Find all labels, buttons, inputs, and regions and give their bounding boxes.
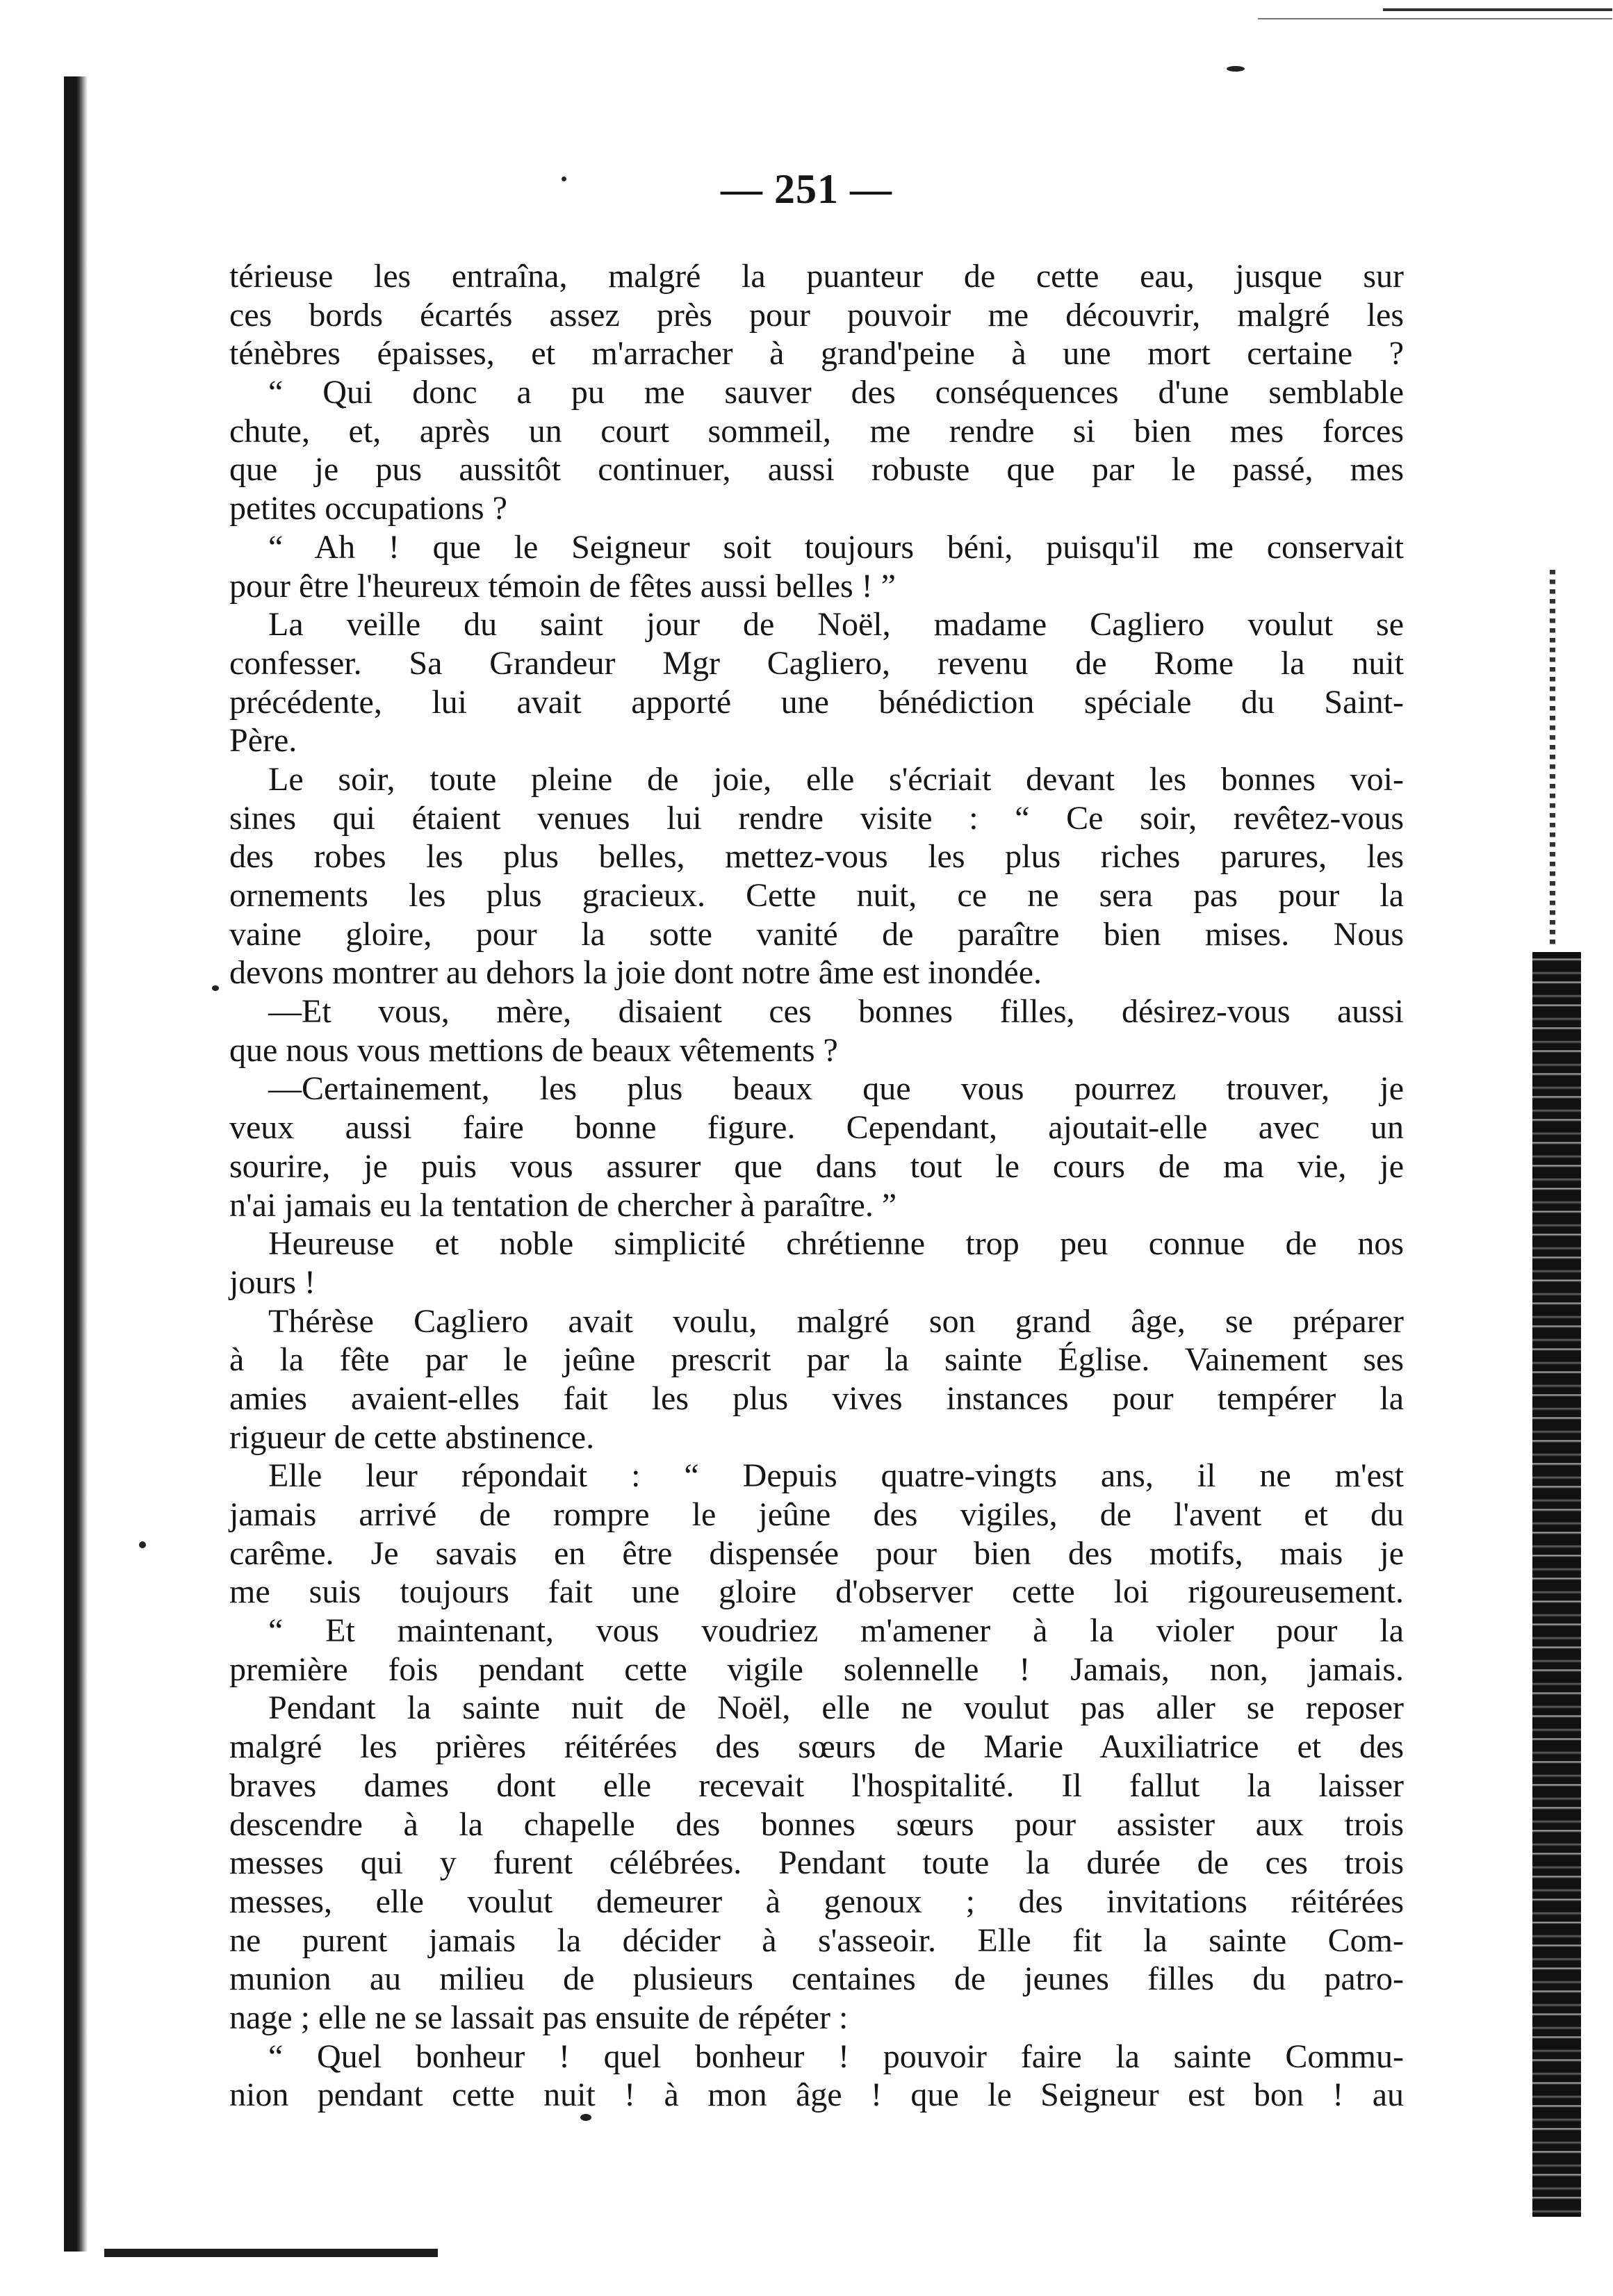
text-line: jours ! bbox=[229, 1263, 316, 1301]
text-line: “ Et maintenant, vous voudriez m'amener à la violer pour la bbox=[268, 1612, 1404, 1650]
text-line: térieuse les entraîna, malgré la puanteur de cette eau, jusque sur bbox=[229, 258, 1404, 295]
scan-top-rule bbox=[1383, 8, 1612, 11]
text-line: ces bords écartés assez près pour pouvoir me découvrir, malgré les bbox=[229, 296, 1404, 334]
text-line: jamais arrivé de rompre le jeûne des vigiles, de l'avent et du bbox=[229, 1496, 1404, 1533]
text-line: braves dames dont elle recevait l'hospitalité. Il fallut la laisser bbox=[229, 1766, 1404, 1804]
text-line: première fois pendant cette vigile solennelle ! Jamais, non, jamais. bbox=[229, 1650, 1404, 1688]
text-line: veux aussi faire bonne figure. Cependant, ajoutait-elle avec un bbox=[229, 1109, 1404, 1147]
text-line: messes, elle voulut demeurer à genoux ; des invitations réitérées bbox=[229, 1883, 1404, 1920]
text-line: descendre à la chapelle des bonnes sœurs pour assister aux trois bbox=[229, 1805, 1404, 1843]
scan-speck bbox=[212, 985, 219, 991]
body-text bbox=[229, 257, 1404, 2115]
text-line: Elle leur répondait : “ Depuis quatre-vingts ans, il ne m'est bbox=[268, 1457, 1404, 1495]
text-line: Père. bbox=[229, 722, 297, 760]
text-line: carême. Je savais en être dispensée pour bien des motifs, mais je bbox=[229, 1534, 1404, 1572]
text-line: rigueur de cette abstinence. bbox=[229, 1418, 595, 1456]
text-line: Le soir, toute pleine de joie, elle s'écriait devant les bonnes voi- bbox=[268, 760, 1404, 798]
text-line: “ Ah ! que le Seigneur soit toujours béni, puisqu'il me conservait bbox=[268, 528, 1404, 566]
text-line: me suis toujours fait une gloire d'observer cette loi rigoureusement. bbox=[229, 1573, 1404, 1611]
text-line: que nous vous mettions de beaux vêtements ? bbox=[229, 1031, 838, 1069]
text-line: confesser. Sa Grandeur Mgr Cagliero, revenu de Rome la nuit bbox=[229, 644, 1404, 682]
text-line: amies avaient-elles fait les plus vives instances pour tempérer la bbox=[229, 1379, 1404, 1417]
scan-speck bbox=[139, 1541, 146, 1548]
text-line: devons montrer au dehors la joie dont notre âme est inondée. bbox=[229, 954, 1042, 992]
text-line: précédente, lui avait apporté une bénédiction spéciale du Saint- bbox=[229, 683, 1404, 721]
text-line: à la fête par le jeûne prescrit par la sainte Église. Vainement ses bbox=[229, 1341, 1404, 1379]
text-line: nion pendant cette nuit ! à mon âge ! que le Seigneur est bon ! au bbox=[229, 2076, 1404, 2114]
text-line: des robes les plus belles, mettez-vous les plus riches parures, les bbox=[229, 838, 1404, 876]
text-line: ne purent jamais la décider à s'asseoir. Elle fit la sainte Com- bbox=[229, 1921, 1404, 1959]
text-line: —Et vous, mère, disaient ces bonnes filles, désirez-vous aussi bbox=[268, 993, 1404, 1031]
text-line: La veille du saint jour de Noël, madame Cagliero voulut se bbox=[268, 606, 1404, 643]
text-line: ornements les plus gracieux. Cette nuit, ce ne sera pas pour la bbox=[229, 877, 1404, 914]
text-line: “ Qui donc a pu me sauver des conséquences d'une semblable bbox=[268, 374, 1404, 411]
text-line: malgré les prières réitérées des sœurs de Marie Auxiliatrice et des bbox=[229, 1728, 1404, 1766]
text-line: “ Quel bonheur ! quel bonheur ! pouvoir faire la sainte Commu- bbox=[268, 2037, 1404, 2075]
scan-speck bbox=[580, 2114, 591, 2121]
text-line: messes qui y furent célébrées. Pendant toute la durée de ces trois bbox=[229, 1844, 1404, 1882]
text-line: petites occupations ? bbox=[229, 490, 507, 527]
text-line: chute, et, après un court sommeil, me rendre si bien mes forces bbox=[229, 412, 1404, 450]
page-number: — 251 — bbox=[721, 166, 892, 212]
scan-right-edge-upper bbox=[1550, 570, 1555, 945]
text-line: Thérèse Cagliero avait voulu, malgré son grand âge, se préparer bbox=[268, 1302, 1404, 1340]
scan-left-edge bbox=[64, 76, 113, 2252]
text-line: sines qui étaient venues lui rendre visite : “ Ce soir, revêtez-vous bbox=[229, 799, 1404, 837]
text-line: Heureuse et noble simplicité chrétienne trop peu connue de nos bbox=[268, 1225, 1404, 1263]
text-line: vaine gloire, pour la sotte vanité de paraître bien mises. Nous bbox=[229, 915, 1404, 953]
text-line: n'ai jamais eu la tentation de chercher à paraître. ” bbox=[229, 1186, 897, 1224]
text-line: Pendant la sainte nuit de Noël, elle ne voulut pas aller se reposer bbox=[268, 1689, 1404, 1727]
text-line: sourire, je puis vous assurer que dans tout le cours de ma vie, je bbox=[229, 1147, 1404, 1185]
text-line: ténèbres épaisses, et m'arracher à grand'peine à une mort certaine ? bbox=[229, 335, 1404, 372]
scan-top-rule-secondary bbox=[1258, 18, 1612, 19]
scan-right-edge bbox=[1532, 952, 1581, 2217]
text-line: —Certainement, les plus beaux que vous pourrez trouver, je bbox=[268, 1070, 1404, 1108]
text-line: munion au milieu de plusieurs centaines de jeunes filles du patro- bbox=[229, 1960, 1404, 1998]
scan-bottom-edge bbox=[104, 2249, 438, 2257]
scan-speck bbox=[1227, 66, 1245, 72]
text-line: nage ; elle ne se lassait pas ensuite de répéter : bbox=[229, 1999, 849, 2036]
text-line: que je pus aussitôt continuer, aussi robuste que par le passé, mes bbox=[229, 451, 1404, 489]
text-line: pour être l'heureux témoin de fêtes aussi belles ! ” bbox=[229, 567, 896, 605]
